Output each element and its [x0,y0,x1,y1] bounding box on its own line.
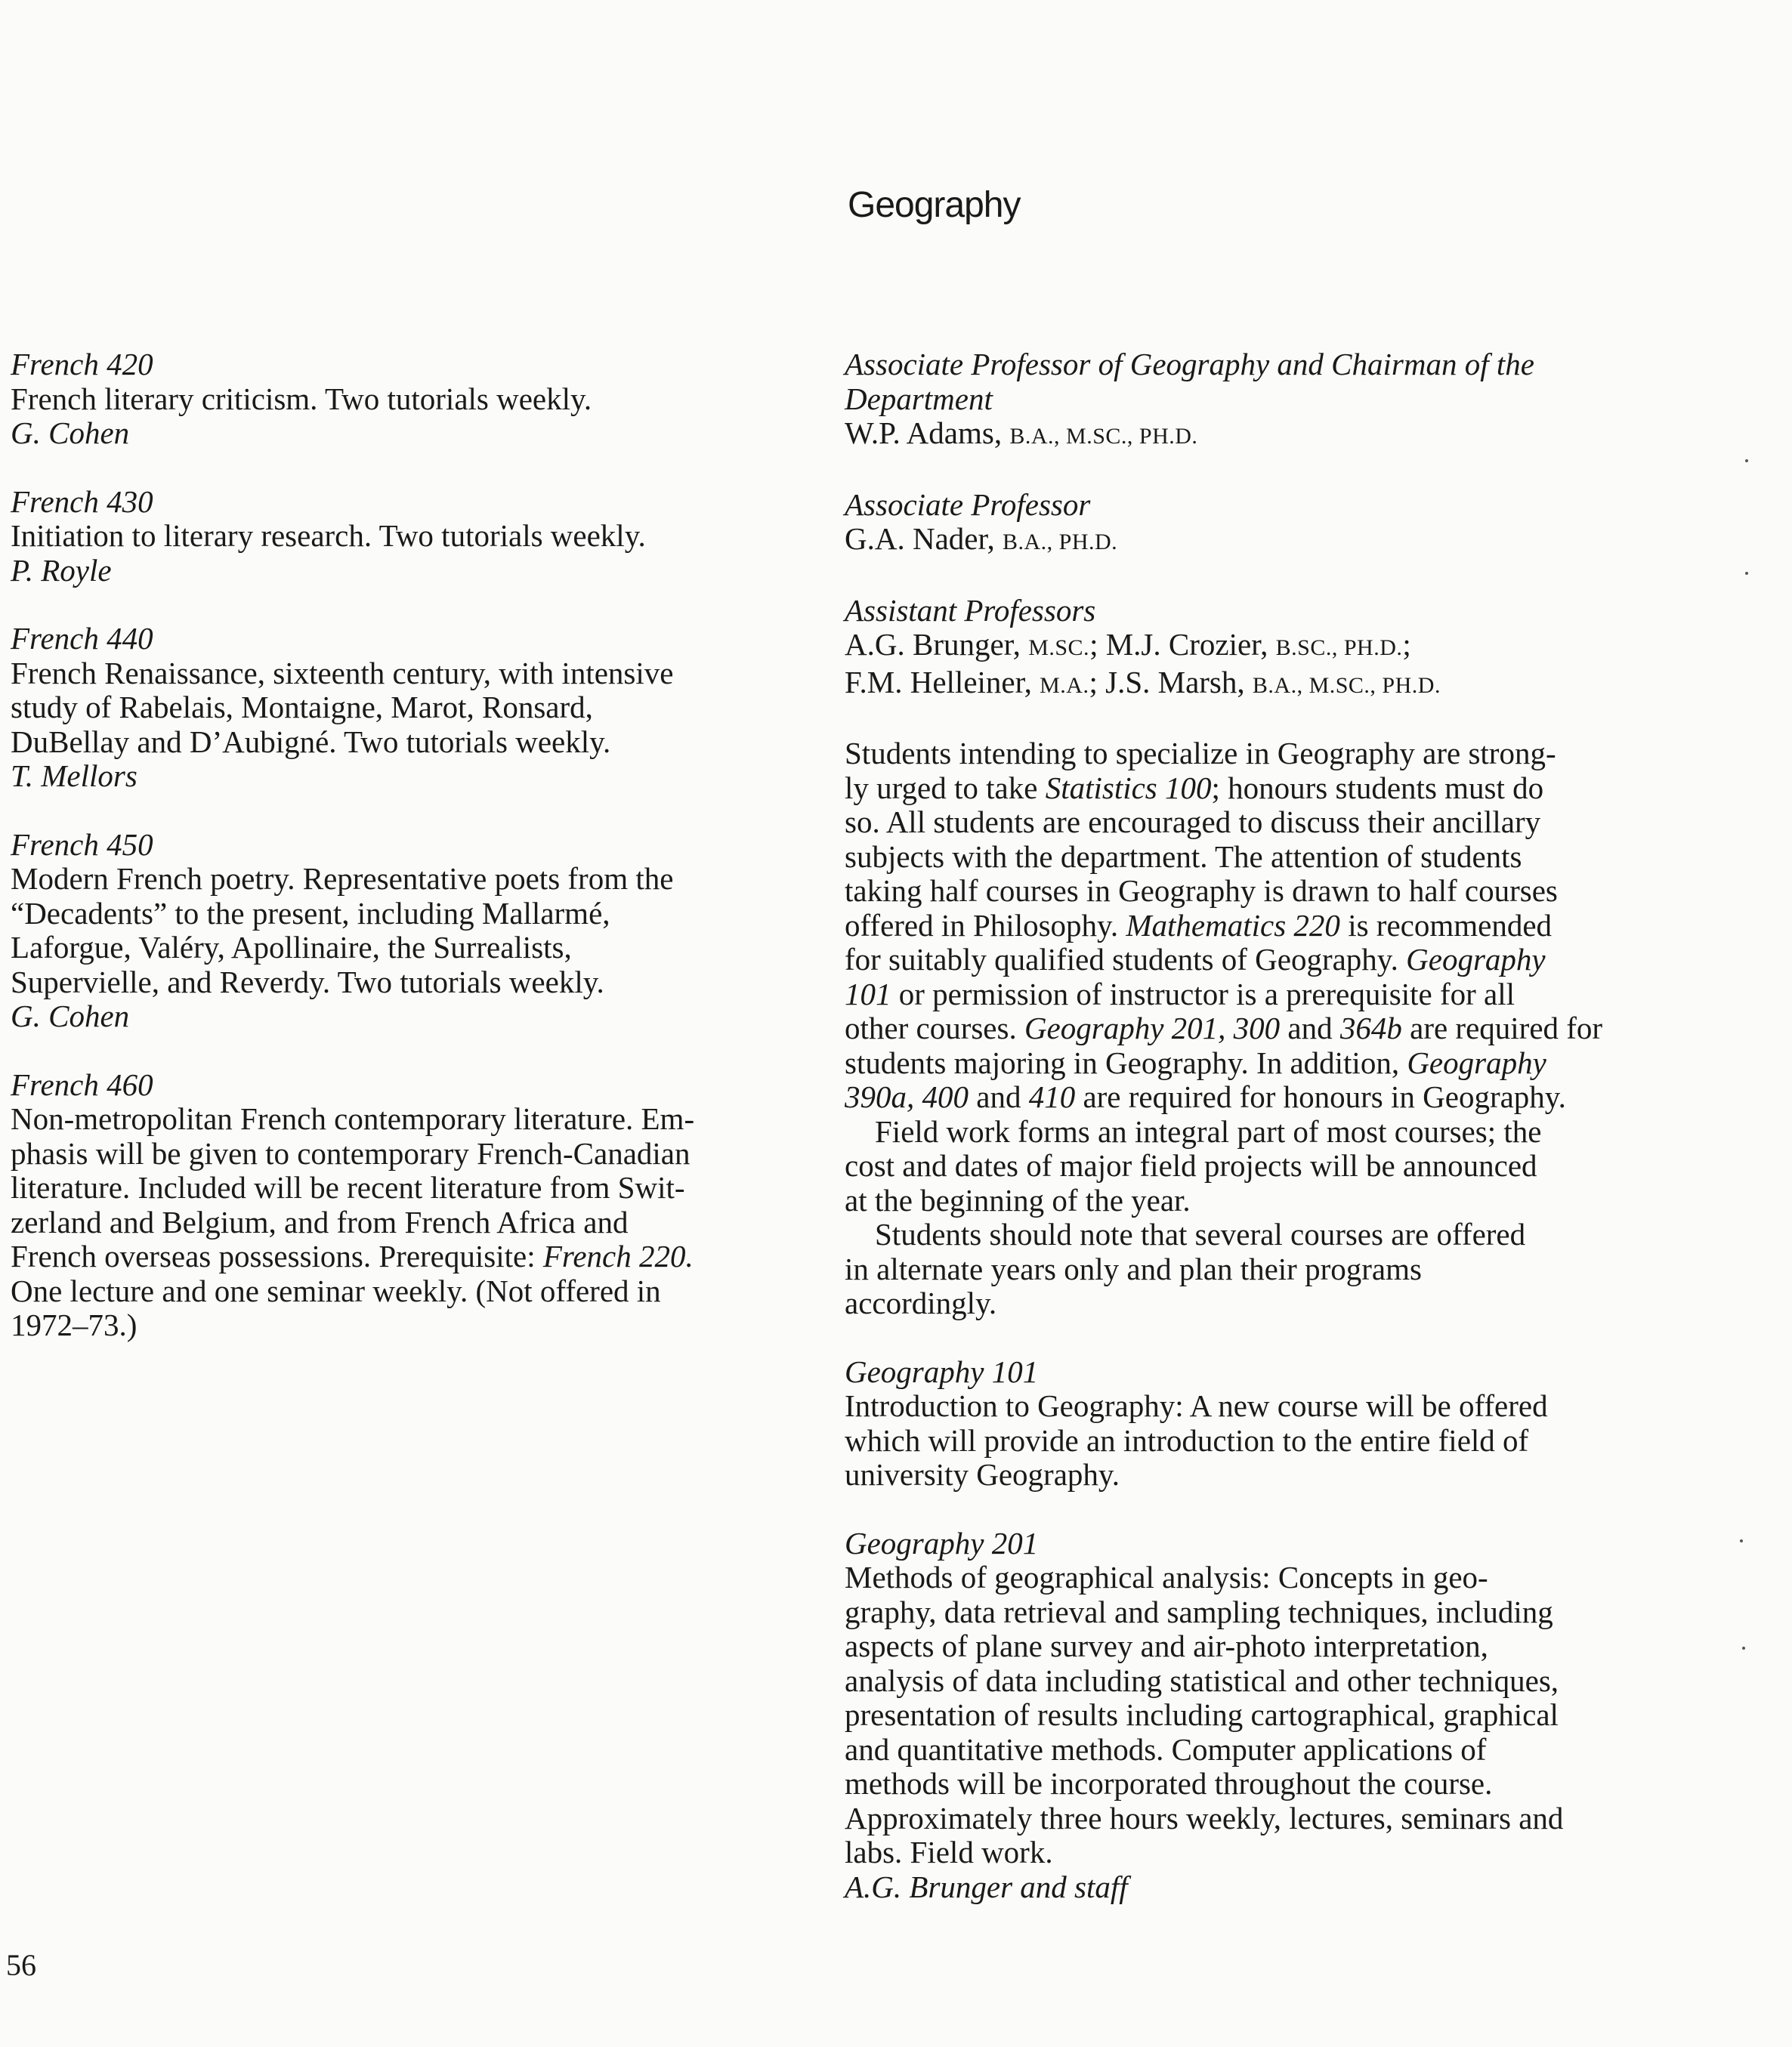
course-description-line: labs. Field work. [845,1835,1053,1869]
course-french-460 [11,1068,796,1343]
course-french-440 [11,622,796,794]
course-description-line: “Decadents” to the present, including Mallarmé, [11,895,610,931]
faculty-name-line [845,416,1683,454]
course-description-line: Approximately three hours weekly, lectures, seminars and [845,1800,1564,1836]
faculty-degrees: M.SC. [1028,635,1090,660]
course-french-430 [11,485,796,588]
text-run: offered in Philosophy. [845,907,1126,943]
intro-line: accordingly. [845,1286,997,1320]
course-description-line: Methods of geographical analysis: Concepts in geo- [845,1560,1488,1595]
course-instructor: G. Cohen [11,999,130,1033]
course-description: Initiation to literary research. Two tutorials weekly. [11,518,646,553]
course-reference: 410 [1028,1079,1076,1114]
text-run: is recommended [1339,907,1553,943]
intro-line: taking half courses in Geography is drawn to half courses [845,873,1558,908]
course-description-line [11,1240,796,1274]
course-description-line: DuBellay and D’Aubigné. Two tutorials weekly. [11,724,611,759]
faculty-title-line: Assistant Professors [845,592,1096,628]
section-heading: Geography [848,185,1021,225]
course-geography-201 [845,1527,1683,1905]
course-reference: Mathematics 220 [1126,907,1340,943]
faculty-name: ; J.S. Marsh, [1089,664,1253,699]
faculty-associate [845,488,1683,560]
text-run: or permission of instructor is a prerequisite for all [891,976,1515,1011]
faculty-name: W.P. Adams, [845,415,1010,450]
intro-line [845,909,1683,943]
text-run: other courses. [845,1011,1024,1045]
intro-line [845,1046,1683,1081]
course-instructor: T. Mellors [11,758,137,793]
intro-line [845,977,1683,1012]
faculty-name: G.A. Nader, [845,521,1003,556]
text-run: ly urged to take [845,770,1046,805]
right-column [845,347,1683,1938]
course-description-line: zerland and Belgium, and from French Africa and [11,1204,629,1240]
course-title: French 450 [11,826,153,862]
intro-line [845,1080,1683,1115]
course-title: French 420 [11,347,153,381]
faculty-name-line [845,522,1683,560]
faculty-name: F.M. Helleiner, [845,664,1040,699]
text-run: and [1280,1011,1340,1045]
course-reference: Statistics 100 [1045,770,1212,805]
course-description-line: 1972–73.) [11,1308,137,1342]
text-run: are required for [1401,1011,1603,1045]
course-description-line: analysis of data including statistical and other techniques, [845,1663,1559,1698]
faculty-title-line: Associate Professor [845,486,1091,522]
course-description: French literary criticism. Two tutorials weekly. [11,381,592,416]
course-instructor: A.G. Brunger and staff [845,1869,1128,1904]
course-description-line: literature. Included will be recent literature from Swit- [11,1170,685,1205]
course-description-line: aspects of plane survey and air-photo interpretation, [845,1629,1488,1663]
scan-speck [1745,572,1748,575]
course-description-line: Supervielle, and Reverdy. Two tutorials weekly. [11,964,604,999]
intro-line [845,943,1683,977]
course-title: French 440 [11,621,153,656]
text-run: are required for honours in Geography. [1075,1079,1566,1114]
course-french-450 [11,828,796,1034]
course-description-line: which will provide an introduction to the entire field of [845,1422,1529,1458]
scan-speck [1740,1539,1743,1542]
faculty-degrees: B.A., M.SC., PH.D. [1009,424,1198,449]
intro-line [845,1011,1683,1046]
faculty-name-line [845,665,1683,703]
intro-line: Students should note that several courses are offered [875,1217,1526,1252]
course-description-line: graphy, data retrieval and sampling techniques, including [845,1594,1553,1629]
intro-line: so. All students are encouraged to discuss their ancillary [845,804,1541,839]
course-description-line: Modern French poetry. Representative poets from the [11,861,674,896]
course-description-line: French Renaissance, sixteenth century, with intensive [11,655,674,690]
text-run: for suitably qualified students of Geography. [845,942,1407,977]
course-reference: Geography [1407,1045,1546,1080]
text-run: ; honours students must do [1211,770,1544,805]
course-description-line: Non-metropolitan French contemporary literature. Em- [11,1101,695,1136]
faculty-assistants [845,594,1683,703]
course-description-line: methods will be incorporated throughout the course. [845,1766,1493,1801]
course-instructor: P. Royle [11,552,112,588]
course-description-line: Laforgue, Valéry, Apollinaire, the Surrealists, [11,930,572,965]
intro-line: Field work forms an integral part of most courses; the [875,1113,1542,1149]
faculty-degrees: B.A., PH.D. [1002,530,1118,554]
course-instructor: G. Cohen [11,415,130,450]
faculty-degrees: M.A. [1040,672,1089,698]
left-column [11,347,796,1377]
intro-line [845,771,1683,806]
course-title: French 460 [11,1067,153,1102]
course-geography-101 [845,1355,1683,1493]
course-title: Geography 201 [845,1525,1039,1561]
faculty-degrees: B.A., M.SC., PH.D. [1252,672,1441,698]
department-intro [845,736,1683,1321]
faculty-degrees: B.SC., PH.D. [1275,635,1403,660]
course-description-line: and quantitative methods. Computer applications of [845,1731,1487,1767]
course-reference: Geography [1406,942,1546,977]
course-title: Geography 101 [845,1354,1039,1389]
faculty-title-line: Associate Professor of Geography and Chairman of the [845,347,1534,381]
course-reference: 364b [1339,1011,1402,1045]
course-description-line: Introduction to Geography: A new course will be offered [845,1388,1548,1423]
intro-line: subjects with the department. The attention of students [845,838,1522,874]
scan-speck [1742,1647,1745,1650]
page-number: 56 [6,1948,36,1982]
faculty-chair [845,347,1683,454]
course-description-line: presentation of results including cartographical, graphical [845,1697,1559,1732]
intro-line: in alternate years only and plan their programs [845,1251,1422,1286]
intro-line: at the beginning of the year. [845,1182,1191,1218]
course-french-420 [11,347,796,451]
text-run: French overseas possessions. Prerequisite: [11,1239,543,1274]
course-description-line: university Geography. [845,1457,1120,1492]
course-reference: 390a, 400 [845,1079,969,1114]
faculty-title-line: Department [845,381,993,416]
course-description-line: One lecture and one seminar weekly. (Not offered in [11,1273,661,1308]
faculty-name: A.G. Brunger, [845,627,1029,662]
course-title: French 430 [11,483,153,519]
intro-line: cost and dates of major field projects will be announced [845,1148,1537,1183]
text-run: students majoring in Geography. In addition, [845,1045,1407,1080]
prerequisite-course: French 220. [542,1239,694,1274]
course-reference: Geography 201, 300 [1024,1011,1281,1045]
course-reference: 101 [845,976,891,1011]
intro-line: Students intending to specialize in Geography are strong- [845,736,1556,770]
faculty-name: ; M.J. Crozier, [1089,627,1276,662]
faculty-name-line: A.G. Brunger, M.SC.; M.J. Crozier, B.SC., PH.D.; [845,627,1411,662]
text-run: and [969,1079,1029,1114]
scan-speck [1745,459,1748,462]
course-description-line: study of Rabelais, Montaigne, Marot, Ronsard, [11,690,593,724]
course-description-line: phasis will be given to contemporary French-Canadian [11,1135,691,1171]
